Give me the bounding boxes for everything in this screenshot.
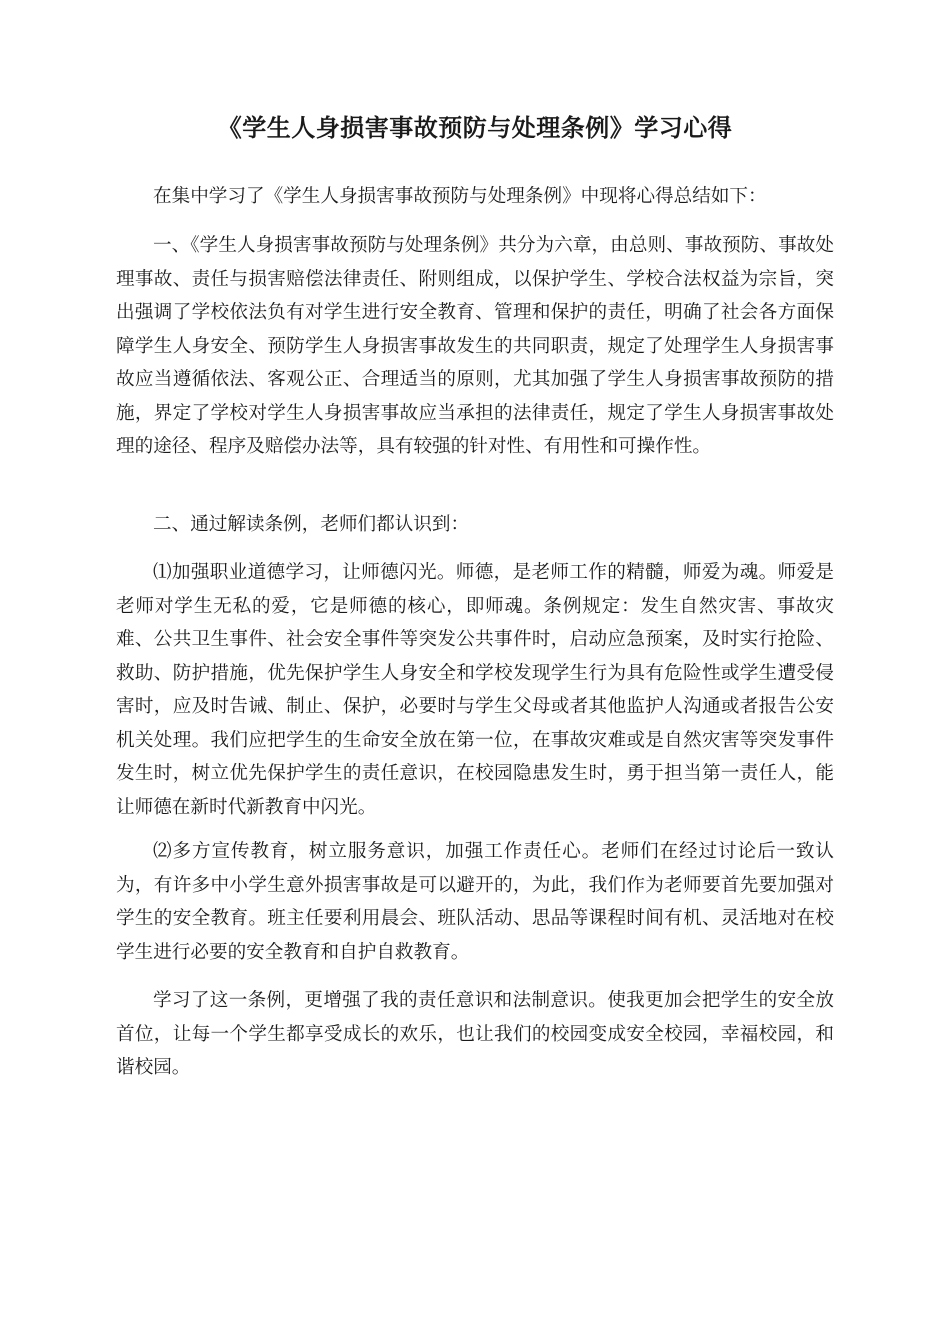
section-two-heading: 二、通过解读条例，老师们都认识到： xyxy=(153,514,470,535)
document-title: 《学生人身损害事故预防与处理条例》学习心得 xyxy=(217,113,733,142)
point-two-paragraph: ⑵多方宣传教育，树立服务意识，加强工作责任心。老师们在经过讨论后一致认为，有许多中小学生意外损害事故是可以避开的，为此，我们作为老师要首先要加强对学生的安全教育。班主任要利用晨会、班队活动、思品等课程时间有机、灵活地对在校学生进行必要的安全教育和自护自救教育。 xyxy=(116,841,834,963)
conclusion-paragraph: 学习了这一条例，更增强了我的责任意识和法制意识。使我更加会把学生的安全放首位，让每一个学生都享受成长的欢乐，也让我们的校园变成安全校园，幸福校园，和谐校园。 xyxy=(116,990,834,1078)
intro-paragraph: 在集中学习了《学生人身损害事故预防与处理条例》中现将心得总结如下： xyxy=(153,186,767,207)
section-one-paragraph: 一、《学生人身损害事故预防与处理条例》共分为六章，由总则、事故预防、事故处理事故、责任与损害赔偿法律责任、附则组成，以保护学生、学校合法权益为宗旨，突出强调了学校依法负有对学生进行安全教育、管理和保护的责任，明确了社会各方面保障学生人身安全、预防学生人身损害事故发生的共同职责，规定了处理学生人身损害事故应当遵循依法、客观公正、合理适当的原则，尤其加强了学生人身损害事故预防的措施，界定了学校对学生人身损害事故应当承担的法律责任，规定了学生人身损害事故处理的途径、程序及赔偿办法等，具有较强的针对性、有用性和可操作性。 xyxy=(116,235,834,457)
point-one-paragraph: ⑴加强职业道德学习，让师德闪光。师德，是老师工作的精髓，师爱为魂。师爱是老师对学生无私的爱，它是师德的核心，即师魂。条例规定：发生自然灾害、事故灾难、公共卫生事件、社会安全事件等突发公共事件时，启动应急预案，及时实行抢险、救助、防护措施，优先保护学生人身安全和学校发现学生行为具有危险性或学生遭受侵害时，应及时告诫、制止、保护，必要时与学生父母或者其他监护人沟通或者报告公安机关处理。我们应把学生的生命安全放在第一位，在事故灾难或是自然灾害等突发事件发生时，树立优先保护学生的责任意识，在校园隐患发生时，勇于担当第一责任人，能让师德在新时代新教育中闪光。 xyxy=(116,562,834,818)
